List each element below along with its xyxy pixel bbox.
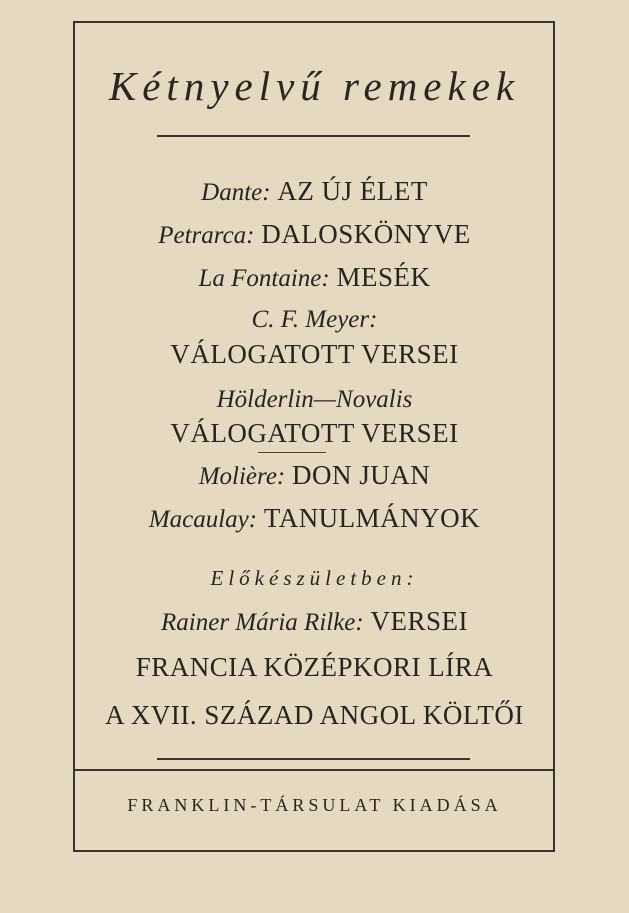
- book-author: Rainer Mária Rilke:: [161, 609, 364, 636]
- publisher-imprint: FRANKLIN-TÁRSULAT KIADÁSA: [127, 795, 502, 815]
- book-title: A XVII. SZÁZAD ANGOL KÖLTŐI: [105, 700, 524, 730]
- book-title: FRANCIA KÖZÉPKORI LÍRA: [135, 652, 494, 682]
- book-title: VÁLOGATOTT VERSEI: [170, 339, 459, 369]
- book-author: Macaulay:: [148, 506, 258, 533]
- book-entry-dante: [0, 176, 629, 207]
- forthcoming-entry-english-poets: [0, 700, 629, 731]
- book-entry-moliere: [0, 460, 629, 491]
- ornament-dash: [258, 452, 326, 453]
- bottom-rule: [157, 758, 470, 760]
- book-title-meyer: [0, 339, 629, 370]
- book-author: Dante:: [201, 179, 271, 206]
- book-author: Molière:: [198, 463, 286, 490]
- forthcoming-entry-rilke: [0, 606, 629, 637]
- book-title: DON JUAN: [292, 460, 431, 490]
- forthcoming-entry-french-lyric: [0, 652, 629, 683]
- book-author-holderlin-novalis: [0, 383, 629, 414]
- book-entry-macaulay: [0, 503, 629, 534]
- book-title-holderlin-novalis: [0, 418, 629, 449]
- series-title: Kétnyelvű remekek: [108, 63, 521, 109]
- title-rule: [157, 135, 470, 137]
- book-author-meyer: [0, 303, 629, 334]
- book-title: DALOSKÖNYVE: [261, 219, 471, 249]
- book-author: C. F. Meyer:: [251, 306, 378, 333]
- frame-divider: [73, 769, 555, 771]
- book-title: AZ ÚJ ÉLET: [277, 176, 428, 206]
- book-title: VÁLOGATOTT VERSEI: [170, 418, 459, 448]
- book-entry-petrarca: [0, 219, 629, 250]
- book-author: La Fontaine:: [198, 265, 330, 292]
- book-title: VERSEI: [370, 606, 468, 636]
- book-author: Petrarca:: [158, 222, 255, 249]
- forthcoming-heading: Előkészületben:: [210, 566, 419, 590]
- book-title: TANULMÁNYOK: [263, 503, 481, 533]
- book-entry-la-fontaine: [0, 262, 629, 293]
- book-title: MESÉK: [336, 262, 431, 292]
- book-author: Hölderlin—Novalis: [216, 386, 413, 413]
